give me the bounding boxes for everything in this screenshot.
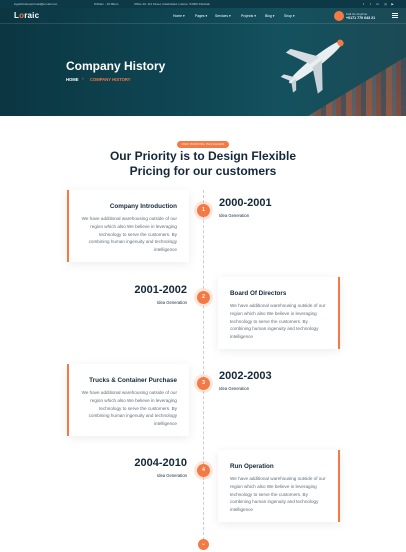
call-number[interactable]: +0171 770 643 21 [346, 16, 376, 20]
topbar-hours: 8:00am - 10:00pm [94, 2, 119, 6]
chevron-down-icon: ⌄ [198, 539, 209, 550]
timeline-card-title: Trucks & Container Purchase [89, 377, 177, 384]
timeline-card [218, 450, 340, 522]
timeline-card-title: Company Introduction [109, 203, 177, 210]
topbar-email[interactable]: logistictransportmail@email.com [14, 2, 58, 6]
call-label: Call Us Anytime [346, 12, 368, 16]
airplane-image [276, 30, 356, 94]
timeline-card [67, 190, 189, 262]
timeline-line [203, 190, 204, 540]
section-title: Our Priority is to Design Flexible Pricing for our customers [109, 149, 297, 178]
timeline-step-badge: 3 [197, 377, 210, 390]
nav-services[interactable]: Services ▾ [215, 14, 231, 18]
timeline-card-text: We have additional warehousing outside of our region which also We believe in leveraging technology to serve the customers. By combining human ingenuity and technology intelligence [230, 303, 326, 340]
nav-shop[interactable]: Shop ▾ [284, 14, 295, 18]
facebook-icon[interactable]: f [363, 2, 364, 6]
timeline-year-subtitle: Idea Generation [219, 386, 250, 391]
timeline-card [218, 277, 340, 349]
timeline-step-badge: 1 [197, 204, 210, 217]
main-header [0, 8, 406, 24]
nav-home[interactable]: Home ▾ [173, 14, 185, 18]
section-tagline: OUR PRICING PACKAGES [177, 141, 229, 148]
youtube-icon[interactable]: ▶ [391, 2, 394, 6]
breadcrumb-current: COMPANY HISTORY [90, 77, 131, 82]
nav-blog[interactable]: Blog ▾ [265, 14, 275, 18]
breadcrumb-separator: › [82, 76, 84, 82]
site-logo[interactable]: Loraic [14, 11, 40, 20]
linkedin-icon[interactable]: in [376, 2, 379, 6]
timeline-year-subtitle: Idea Generation [156, 473, 187, 478]
nav-pages[interactable]: Pages ▾ [195, 14, 208, 18]
timeline-year-subtitle: Idea Generation [219, 213, 250, 218]
page-hero [0, 8, 406, 116]
twitter-icon[interactable]: t [370, 2, 371, 6]
timeline-year-subtitle: Idea Generation [156, 300, 187, 305]
timeline-step-badge: 4 [197, 464, 210, 477]
timeline-card-text: We have additional warehousing outside of our region which also We believe in leveraging technology to serve the customers. By combining human ingenuity and technology intelligence [230, 476, 326, 513]
breadcrumb-home[interactable]: HOME [66, 77, 79, 82]
page-title: Company History [66, 59, 166, 73]
timeline-year: 2004-2010 [134, 457, 187, 469]
menu-icon[interactable] [392, 13, 398, 18]
topbar-address: Office 20, 3rd Street, Fatehabad, Lahore, 54000 Pakistan [134, 2, 211, 6]
timeline-card-text: We have additional warehousing outside of our region which also We believe in leveraging technology to serve the customers. By combining human ingenuity and technology intelligence [81, 216, 177, 253]
nav-projects[interactable]: Projects ▾ [241, 14, 256, 18]
timeline-card-title: Run Operation [230, 463, 274, 470]
timeline-card-text: We have additional warehousing outside of our region which also We believe in leveraging technology to serve the customers. By combining human ingenuity and technology intelligence [81, 390, 177, 427]
phone-icon [334, 11, 344, 21]
instagram-icon[interactable]: ◎ [384, 2, 387, 6]
timeline-year: 2000-2001 [219, 197, 272, 209]
timeline-year: 2002-2003 [219, 370, 272, 382]
timeline-year: 2001-2002 [134, 284, 187, 296]
timeline-card [67, 364, 189, 436]
top-info-bar [0, 0, 406, 8]
timeline-card-title: Board Of Directors [230, 290, 287, 297]
timeline-step-badge: 2 [197, 291, 210, 304]
